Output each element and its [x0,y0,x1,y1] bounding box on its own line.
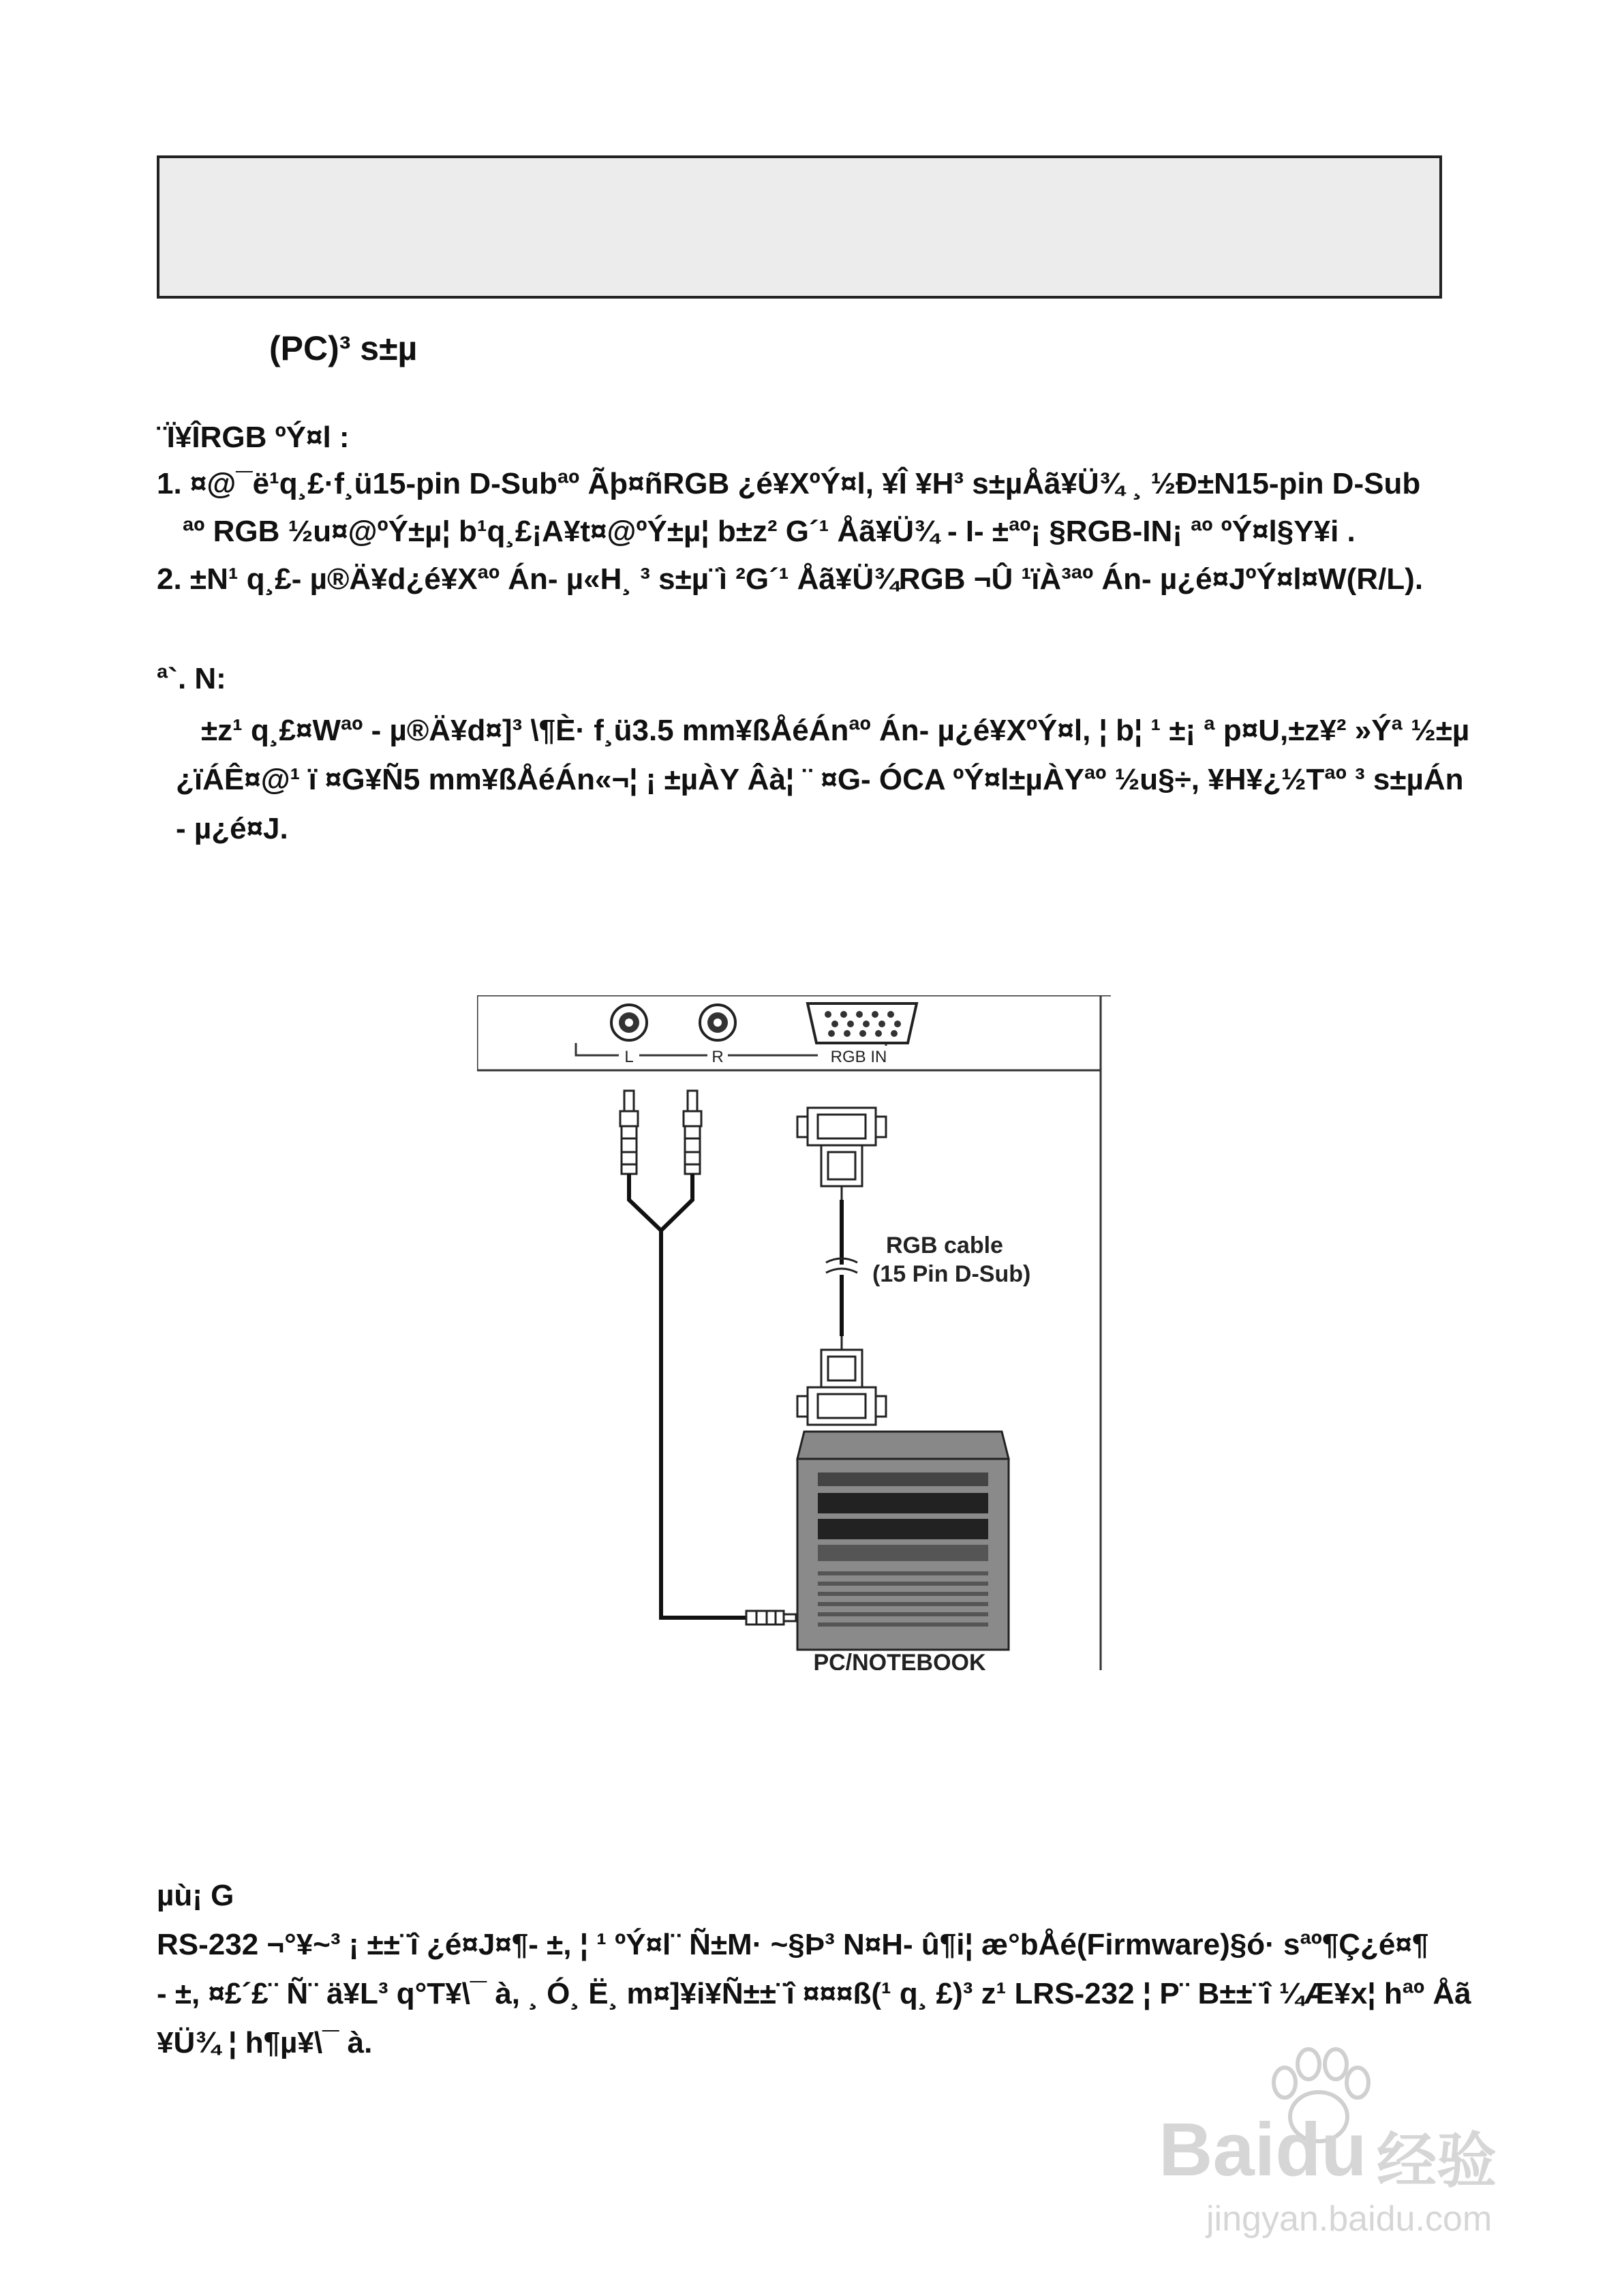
watermark-brand: Bai [1159,2108,1276,2192]
label-rgb-in: RGB IN [830,1048,887,1066]
watermark-url: jingyan.baidu.com [1206,2199,1493,2239]
note-heading: ª`. N: [157,662,226,695]
audio-jack-r [700,1005,735,1040]
note-line-3: - µ¿é¤J. [176,812,288,845]
watermark-product: 经验 [1377,2127,1497,2194]
rgb-in-port [808,1003,917,1043]
pc-tower-icon [797,1432,1009,1650]
mini-jack-plug [746,1611,796,1625]
step-line-1: 1. ¤@¯ë¹q¸£·f¸ü15-pin D-Subªº Ãþ¤ñRGB ¿é¥XºÝ¤l, ¥Î ¥H³ s±µÅã¥Ü¾ ¸ ½Ð±N15-pin D-Sub [157,467,1421,500]
rca-plug-r [684,1091,701,1174]
rgb-heading: ¨Ï¥ÎRGB ºÝ¤l : [157,421,350,454]
section-title: (PC)³ s±µ [269,329,418,367]
footer-line-3: ¥Ü¾ ¦ h¶µ¥\¯ à. [157,2026,373,2059]
audio-jack-l [611,1005,647,1040]
note-line-1: ±z¹ q¸£¤Wªº - µ®Ä¥d¤]³ \¶È· f¸ü3.5 mm¥ßÅéÁnªº Án- µ¿é¥XºÝ¤l, ¦ b¦ ¹ ±¡ ª p¤U,±z¥² »Ýª ½±µ [201,714,1470,747]
label-l: L [624,1048,634,1066]
footer-heading: µù¡ G [157,1879,234,1912]
note-line-2: ¿ïÁÊ¤@¹ ï ¤G¥Ñ5 mm¥ßÅéÁn«¬¦ ¡ ±µÀY Âà¦ ¨ ¤G- ÓCA ºÝ¤l±µÀYªº ½u§÷, ¥H¥¿½Tªº ³ s±µÁn [176,763,1464,796]
monitor-back-panel [477,995,1111,1670]
pc-label: PC/NOTEBOOK [813,1650,986,1670]
label-r: R [711,1048,724,1066]
cable-label-line-2: (15 Pin D-Sub) [872,1261,1031,1287]
watermark-brand-2: du [1275,2108,1367,2192]
step-line-2: ªº RGB ½u¤@ºÝ±µ¦ b¹q¸£¡A¥t¤@ºÝ±µ¦ b±z² G´¹ Åã¥Ü¾ - I- ±ªº¡ §RGB-IN¡ ªº ºÝ¤l§Y¥i . [183,515,1356,548]
footer-line-2: - ±, ¤£´£¨ Ñ¨ ä¥L³ q°T¥\¯ à, ¸ Ó¸ Ë¸ m¤]¥i¥Ñ±±¨î ¤¤¤ß(¹ q¸ £)³ z¹ LRS-232 ¦ P¨ B±±¨î ¼Æ¥x¦ hªº Åã [157,1977,1471,2010]
audio-cable [629,1174,746,1618]
header-box [157,155,1442,299]
rca-plug-l [620,1091,638,1174]
cable-label-line-1: RGB cable [886,1233,1003,1258]
connection-diagram [477,995,1111,1670]
rgb-cable-top-connector [797,1108,886,1200]
step-line-3: 2. ±N¹ q¸£- µ®Ä¥d¿é¥Xªº Án- µ«H¸ ³ s±µ¨ì ²G´¹ Åã¥Ü¾RGB ¬Û ¹ïÀ³ªº Án- µ¿é¤JºÝ¤l¤W(R/L). [157,562,1424,596]
rgb-cable-bottom-connector [797,1336,886,1425]
footer-line-1: RS-232 ¬°¥~³ ¡ ±±¨î ¿é¤J¤¶- ±, ¦ ¹ ºÝ¤l¨ Ñ±M· ~§Þ³ N¤H- û¶i¦ æ°bÅé(Firmware)§ó· sªº¶Ç¿é¤¶ [157,1928,1429,1961]
